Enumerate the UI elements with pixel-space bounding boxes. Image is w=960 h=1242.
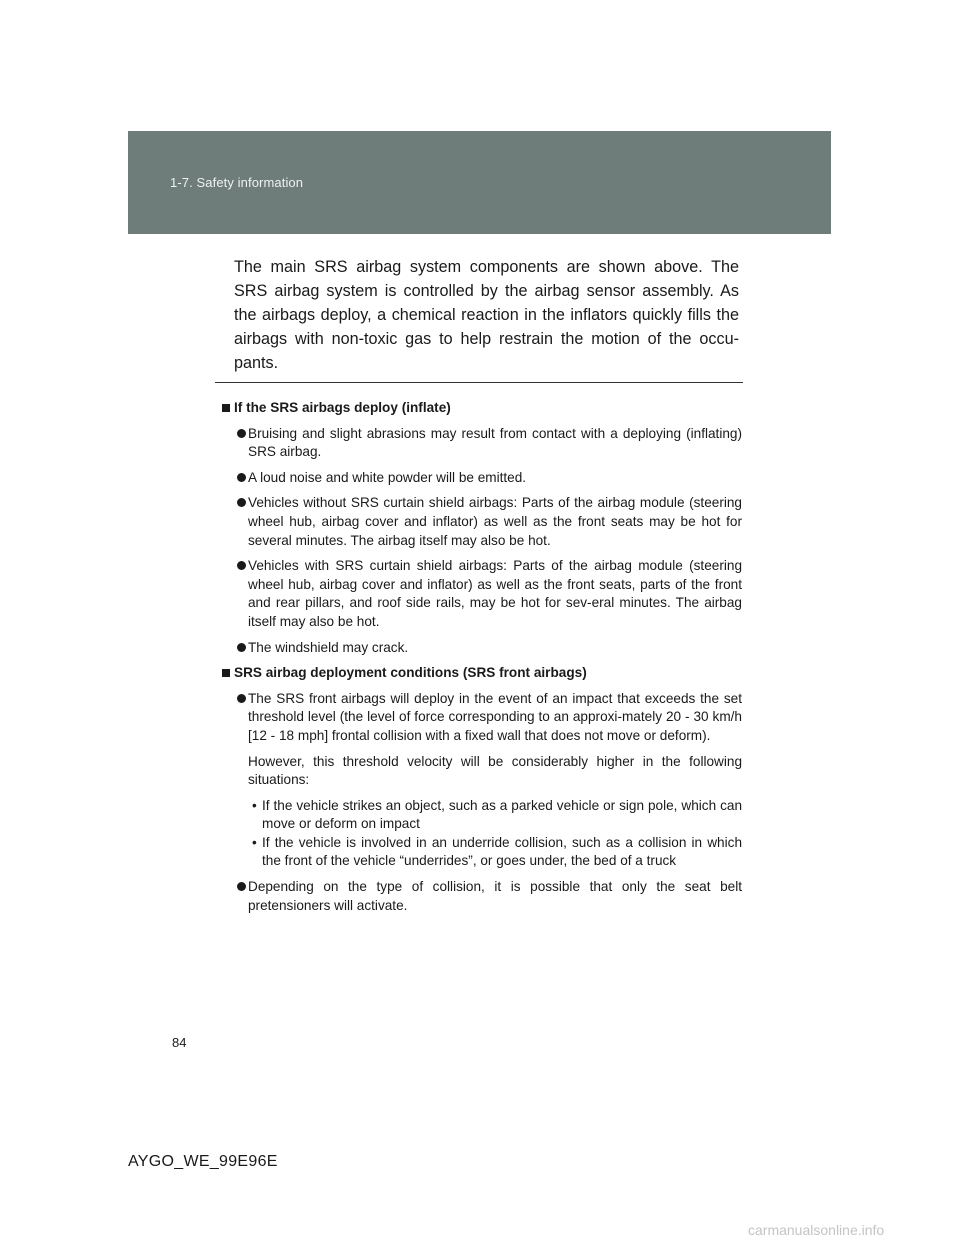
list-item [222, 639, 742, 658]
square-bullet-icon [222, 404, 230, 412]
list-item [222, 557, 742, 631]
section-heading-deploy [222, 399, 742, 418]
sub-list-item [222, 834, 742, 871]
circle-bullet-icon [237, 882, 246, 891]
threshold-note: However, this threshold velocity will be considerably higher in the following situations: [248, 753, 742, 788]
circle-bullet-icon [237, 498, 246, 507]
list-item-text: Vehicles with SRS curtain shield airbags: Parts of the airbag module (steering wheel hub, airbag cover and inflator) as well as the front seats, parts of the front and rear pillars, and roof side rails, may be hot for sev-eral minutes. The airbag itself may also be hot. [248, 558, 742, 629]
list-item-text: The windshield may crack. [248, 639, 409, 655]
sub-bullet-marker: • [252, 834, 257, 850]
list-item-text: Depending on the type of collision, it is possible that only the seat belt pretensioners will activate. [248, 879, 742, 913]
list-item [222, 469, 742, 488]
sub-list-item-text: If the vehicle is involved in an underride collision, such as a collision in which the front of the vehicle “underrides”, or goes under, the bed of a truck [262, 834, 742, 869]
sub-list-item-text: If the vehicle strikes an object, such as a parked vehicle or sign pole, which can move or deform on impact [262, 797, 742, 832]
list-item-text: Vehicles without SRS curtain shield airbags: Parts of the airbag module (steering wheel hub, airbag cover and inflator) as well as the front seats may be hot for several minutes. The airbag itself may also be hot. [248, 495, 742, 548]
list-item [222, 494, 742, 550]
section-title: 1-7. Safety information [170, 175, 304, 190]
sub-bullet-marker: • [252, 797, 257, 813]
watermark: carmanualsonline.info [748, 1222, 885, 1238]
divider [215, 382, 743, 383]
document-code: AYGO_WE_99E96E [128, 1153, 278, 1170]
circle-bullet-icon [237, 429, 246, 438]
circle-bullet-icon [237, 561, 246, 570]
list-item [222, 878, 742, 915]
sub-list-item [222, 797, 742, 834]
notes-block [222, 399, 742, 922]
list-item [222, 690, 742, 746]
circle-bullet-icon [237, 473, 246, 482]
intro-paragraph: The main SRS airbag system components are shown above. The SRS airbag system is controlled by the airbag sensor assembly. As the airbags deploy, a chemical reaction in the inflators quickly fills the airbags with non-toxic gas to help restrain the motion of the occu-pants. [234, 258, 739, 372]
section-heading-text: If the SRS airbags deploy (inflate) [234, 400, 451, 415]
section-heading-conditions [222, 664, 742, 683]
circle-bullet-icon [237, 694, 246, 703]
section-header-band [128, 131, 831, 234]
list-item-text: The SRS front airbags will deploy in the event of an impact that exceeds the set threshold level (the level of force corresponding to an approxi-mately 20 - 30 km/h [12 - 18 mph] frontal collision with a fixed wall that does not move or deform). [248, 690, 742, 743]
section-heading-text: SRS airbag deployment conditions (SRS front airbags) [234, 665, 587, 681]
list-item [222, 425, 742, 462]
square-bullet-icon [222, 669, 230, 677]
list-item-text: A loud noise and white powder will be emitted. [248, 469, 527, 485]
page-number: 84 [172, 1035, 187, 1050]
list-item-text: Bruising and slight abrasions may result from contact with a deploying (inflating) SRS airbag. [248, 425, 742, 460]
circle-bullet-icon [237, 643, 246, 652]
